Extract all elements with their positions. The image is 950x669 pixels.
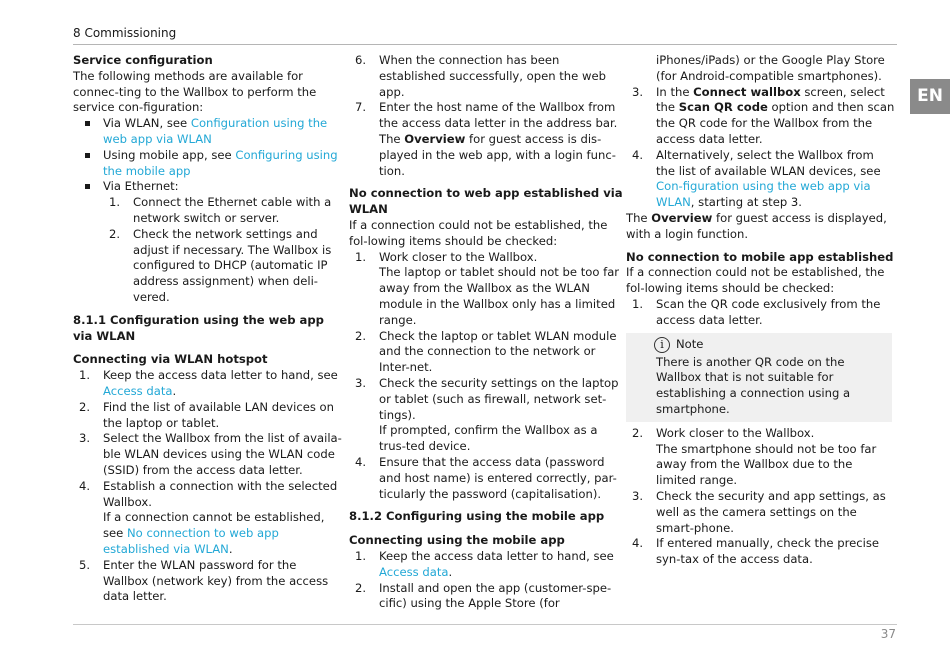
list-item: 6. When the connection has been established successfully, open the web app.: [355, 53, 606, 99]
heading-wlan-hotspot: Connecting via WLAN hotspot: [73, 352, 268, 367]
list-item-continuation: The smartphone should not be too far away from the Wallbox due to the limited range.: [656, 441, 877, 488]
list-item-continuation: The laptop or tablet should not be too far away from the Wallbox as the WLAN module in the Wallbox only has a limited range.: [379, 265, 620, 327]
column-2: [349, 53, 623, 612]
list-item: 2. Check the laptop or tablet WLAN module and the connection to the network or Inter-net.: [355, 328, 617, 375]
list-item: 4. Establish a connection with the selected Wallbox.: [79, 478, 338, 509]
list-item-continuation: iPhones/iPads) or the Google Play Store (for Android-compatible smartphones).: [656, 53, 885, 83]
list-item: 2. Check the network settings and adjust if necessary. The Wallbox is configured to DHCP (automatic IP address assignment) when deli-vered.: [109, 226, 332, 304]
list-item-continuation: The Overview for guest access is dis-played in the web app, with a login func-tion.: [379, 131, 616, 178]
info-icon: i: [654, 337, 670, 353]
no-connection-intro: If a connection could not be established, the fol-lowing items should be checked:: [349, 217, 608, 248]
list-item: 7. Enter the host name of the Wallbox from the access data letter in the address bar.: [355, 100, 618, 131]
list-item: Via Ethernet:: [73, 179, 343, 195]
link-access-data[interactable]: Access data: [103, 383, 173, 398]
list-item: 4. Alternatively, select the Wallbox from the list of available WLAN devices, see Con-figuration using the web app via WLAN, starting at step 3.: [632, 147, 881, 210]
page-number: 37: [880, 627, 896, 641]
list-item: 1. Keep the access data letter to hand, see Access data.: [79, 368, 338, 398]
list-item: 4. Ensure that the access data (password and host name) is entered correctly, par-ticularly the password (capitalisation).: [355, 454, 617, 501]
link-configuration-web-app[interactable]: Con-figuration using the web app via WLAN: [656, 179, 871, 210]
list-item: 1. Work closer to the Wallbox.: [355, 249, 538, 264]
service-intro: The following methods are available for connec-ting to the Wallbox to perform the service con-figuration:: [73, 68, 317, 115]
link-configuring-mobile-app[interactable]: Configuring using the mobile app: [103, 147, 338, 178]
list-item: 1. Scan the QR code exclusively from the access data letter.: [632, 296, 881, 327]
bullet-icon: [85, 121, 90, 126]
list-item: 3. Check the security and app settings, as well as the camera settings on the smart-phone.: [632, 488, 886, 535]
heading-no-connection-mobile-app: No connection to mobile app established: [626, 249, 894, 264]
list-item: 1. Connect the Ethernet cable with a network switch or server.: [109, 195, 332, 225]
bullet-icon: [85, 153, 90, 158]
bullet-icon: [85, 184, 90, 189]
heading-service-configuration: Service configuration: [73, 53, 213, 67]
list-item: 5. Enter the WLAN password for the Wallbox (network key) from the access data letter.: [79, 557, 329, 604]
list-item: Via WLAN, see Configuration using the web app via WLAN: [73, 116, 343, 148]
heading-8-1-2: 8.1.2 Configuring using the mobile app: [349, 509, 605, 524]
note-text: There is another QR code on the Wallbox that is not suitable for establishing a connection using a smartphone.: [656, 354, 851, 416]
link-no-connection-web-app[interactable]: No connection to web app established via WLAN: [103, 526, 279, 556]
no-mobile-intro: If a connection could not be established, the fol-lowing items should be checked:: [626, 265, 885, 296]
heading-8-1-1: 8.1.1 Configuration using the web app via WLAN: [73, 312, 324, 343]
list-item-continuation: If prompted, confirm the Wallbox as a trus-ted device.: [379, 423, 598, 454]
heading-connecting-mobile-app: Connecting using the mobile app: [349, 533, 565, 548]
column-3: [626, 53, 896, 568]
list-item: 4. If entered manually, check the precise syn-tax of the access data.: [632, 536, 880, 567]
chapter-header: 8 Commissioning: [73, 26, 177, 40]
link-configuration-web-app[interactable]: Configuration using the web app via WLAN: [103, 116, 328, 146]
overview-text: The Overview for guest access is displayed, with a login function.: [626, 210, 887, 241]
column-1: [73, 53, 343, 605]
list-item-continuation: If a connection cannot be established, see No connection to web app established via WLAN.: [103, 510, 325, 556]
list-item: 3. In the Connect wallbox screen, select the Scan QR code option and then scan the QR code for the Wallbox from the access data letter.: [632, 84, 895, 146]
list-item: 2. Work closer to the Wallbox.: [632, 425, 815, 440]
list-item: 3. Select the Wallbox from the list of availa-ble WLAN devices using the WLAN code (SSID) from the access data letter.: [79, 431, 342, 477]
header-divider: [73, 44, 897, 45]
list-item: 2. Install and open the app (customer-spe-cific) using the Apple Store (for: [355, 580, 612, 611]
heading-no-connection-web-app: No connection to web app established via WLAN: [349, 186, 623, 217]
list-item: 3. Check the security settings on the laptop or tablet (such as firewall, network set-tings).: [355, 375, 619, 422]
list-item: Using mobile app, see Configuring using the mobile app: [73, 148, 343, 180]
footer-divider: [73, 624, 897, 625]
list-item: 1. Keep the access data letter to hand, see Access data.: [355, 548, 614, 579]
note-box: [626, 333, 892, 422]
list-item: 2. Find the list of available LAN devices on the laptop or tablet.: [79, 399, 335, 430]
link-access-data[interactable]: Access data: [379, 564, 449, 579]
note-title: Note: [676, 336, 704, 351]
language-tab: EN: [910, 79, 950, 114]
